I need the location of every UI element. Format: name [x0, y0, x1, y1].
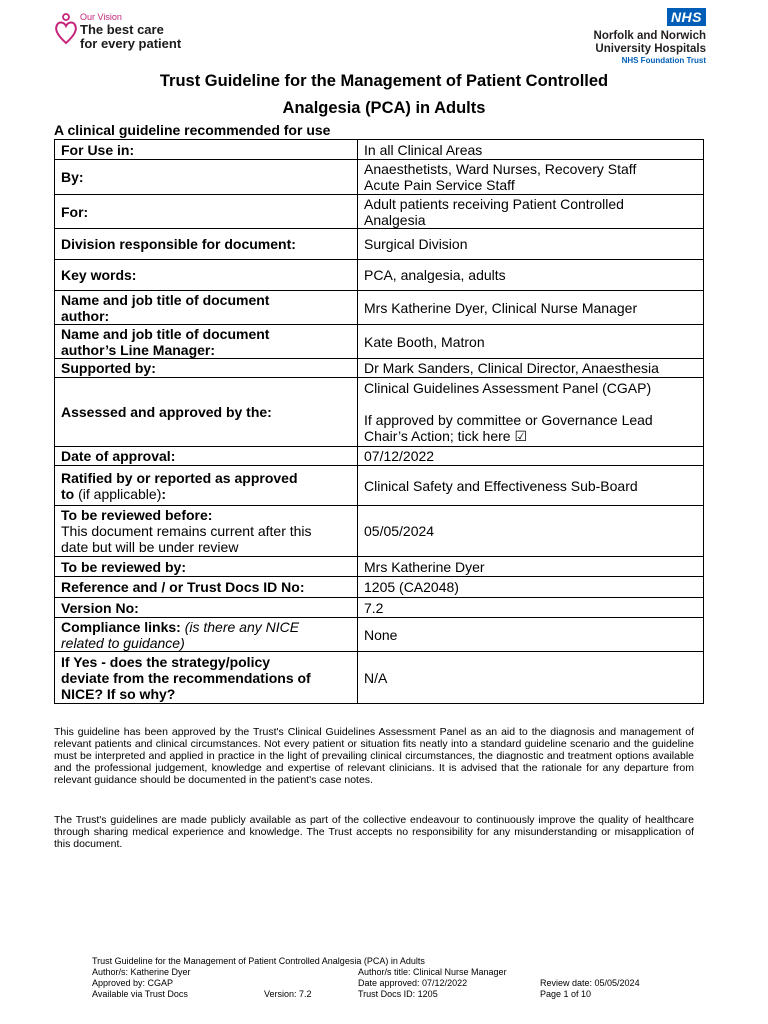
- document-info-table: [54, 139, 704, 704]
- line-manager-value: Kate Booth, Matron: [358, 325, 704, 359]
- reference-label: Reference and / or Trust Docs ID No:: [55, 577, 358, 598]
- for-label: For:: [55, 195, 358, 229]
- footer-row: [92, 967, 692, 978]
- by-value: [358, 160, 704, 195]
- review-before-label-line-3: date but will be under review: [61, 539, 239, 555]
- disclaimer-paragraph: This guideline has been approved by the Trust's Clinical Guidelines Assessment Panel as an aid to the diagnosis and management of relevant patients and clinical circumstances. Not every patient or situation fits neatly into a standard guideline scenario and the guideline must be interpreted and applied in practice in the light of prevailing clinical circumstances, the diagnostic and treatment options available and the professional judgement, knowledge and expertise of relevant clinicians. It is advised that the rationale for any departure from relevant guidance should be documented in the patient's case notes.: [54, 726, 694, 786]
- footer-author-title: Author/s title: Clinical Nurse Manager: [358, 967, 507, 977]
- vision-line-2: for every patient: [80, 36, 182, 51]
- footer-page-number: Page 1 of 10: [540, 989, 592, 999]
- author-label-line-1: Name and job title of document: [61, 291, 270, 308]
- for-value-line-1: Adult patients receiving Patient Controlled: [364, 195, 624, 212]
- vision-line-1: The best care: [80, 22, 164, 37]
- table-row: [55, 652, 704, 704]
- footer-docs-id: Trust Docs ID: 1205: [358, 989, 438, 999]
- footer-version: Version: 7.2: [264, 989, 312, 999]
- assessed-value-line-3: Chair’s Action; tick here ☑: [364, 428, 527, 444]
- assessed-value-line-1: Clinical Guidelines Assessment Panel (CGAP): [364, 380, 652, 396]
- supported-label: Supported by:: [55, 359, 358, 378]
- footer-row: [92, 989, 692, 1000]
- author-value: Mrs Katherine Dyer, Clinical Nurse Manager: [358, 291, 704, 325]
- supported-value: Dr Mark Sanders, Clinical Director, Anaesthesia: [358, 359, 704, 378]
- nhs-badge: NHS: [667, 8, 706, 26]
- ratified-value: Clinical Safety and Effectiveness Sub-Board: [358, 466, 704, 506]
- table-row: [55, 618, 704, 652]
- table-row: [55, 598, 704, 618]
- ratified-label: [55, 466, 358, 506]
- author-label: [55, 291, 358, 325]
- line-manager-label-line-2: author’s Line Manager:: [61, 341, 216, 358]
- trust-subtitle: NHS Foundation Trust: [621, 56, 706, 65]
- table-row: [55, 359, 704, 378]
- footer-available: Available via Trust Docs: [92, 989, 188, 999]
- keywords-value: PCA, analgesia, adults: [358, 260, 704, 291]
- line-manager-label: [55, 325, 358, 359]
- footer-review-date: Review date: 05/05/2024: [540, 978, 640, 988]
- vision-text: [80, 23, 181, 51]
- assessed-value: [358, 378, 704, 447]
- ratified-label-line-2: to (if applicable):: [61, 485, 167, 502]
- compliance-value: None: [358, 618, 704, 652]
- for-value: [358, 195, 704, 229]
- division-label: Division responsible for document:: [55, 229, 358, 260]
- review-before-label-line-2: This document remains current after this: [61, 523, 312, 539]
- review-by-value: Mrs Katherine Dyer: [358, 557, 704, 577]
- table-row: [55, 447, 704, 466]
- review-before-label-line-1: To be reviewed before:: [61, 507, 213, 523]
- assessed-label: Assessed and approved by the:: [55, 378, 358, 447]
- by-label: By:: [55, 160, 358, 195]
- page-footer: [92, 956, 692, 1000]
- nhs-trust-logo: [566, 8, 706, 64]
- deviate-label-line-3: NICE? If so why?: [61, 685, 176, 702]
- heart-icon: [54, 12, 78, 46]
- assessed-value-line-2: If approved by committee or Governance Lead: [364, 412, 653, 428]
- division-value: Surgical Division: [358, 229, 704, 260]
- table-row: [55, 378, 704, 447]
- author-label-line-2: author:: [61, 307, 110, 324]
- table-row: [55, 577, 704, 598]
- table-row: [55, 291, 704, 325]
- table-row: [55, 506, 704, 557]
- review-before-label: [55, 506, 358, 557]
- compliance-label-line-1: Compliance links: (is there any NICE: [61, 618, 300, 635]
- title-line-1: Trust Guideline for the Management of Patient Controlled: [159, 72, 609, 90]
- trust-name-line-2: University Hospitals: [595, 43, 706, 55]
- footer-row: [92, 978, 692, 989]
- reference-value: 1205 (CA2048): [358, 577, 704, 598]
- table-row: [55, 195, 704, 229]
- ratified-label-line-1: Ratified by or reported as approved: [61, 469, 298, 486]
- table-row: [55, 229, 704, 260]
- by-value-line-2: Acute Pain Service Staff: [364, 177, 515, 193]
- footer-author: Author/s: Katherine Dyer: [92, 967, 191, 977]
- table-row: [55, 140, 704, 160]
- version-label: Version No:: [55, 598, 358, 618]
- title-line-2: Analgesia (PCA) in Adults: [282, 99, 486, 117]
- for-use-in-value: In all Clinical Areas: [358, 140, 704, 160]
- keywords-label: Key words:: [55, 260, 358, 291]
- deviate-value: N/A: [358, 652, 704, 704]
- publication-paragraph: The Trust's guidelines are made publicly available as part of the collective endeavour to continuously improve the quality of healthcare through sharing medical experience and knowledge. The Trust accepts no responsibility for any misunderstanding or misapplication of this document.: [54, 814, 694, 850]
- date-approval-label: Date of approval:: [55, 447, 358, 466]
- for-use-in-label: For Use in:: [55, 140, 358, 160]
- footer-row: [92, 956, 692, 967]
- trust-name-line-1: Norfolk and Norwich: [593, 30, 706, 42]
- line-manager-label-line-1: Name and job title of document: [61, 325, 270, 342]
- trust-name: [566, 30, 706, 56]
- table-row: [55, 260, 704, 291]
- table-row: [55, 466, 704, 506]
- document-title: [54, 68, 714, 122]
- version-value: 7.2: [358, 598, 704, 618]
- deviate-label: [55, 652, 358, 704]
- table-row: [55, 557, 704, 577]
- review-by-label: To be reviewed by:: [55, 557, 358, 577]
- compliance-label: [55, 618, 358, 652]
- by-value-line-1: Anaesthetists, Ward Nurses, Recovery Staff: [364, 161, 637, 177]
- recommended-heading: A clinical guideline recommended for use: [54, 122, 331, 138]
- footer-date-approved: Date approved: 07/12/2022: [358, 978, 468, 988]
- vision-label: Our Vision: [80, 12, 122, 22]
- our-vision-logo: [54, 8, 204, 50]
- review-before-value: 05/05/2024: [358, 506, 704, 557]
- for-value-line-2: Analgesia: [364, 211, 426, 228]
- deviate-label-line-2: deviate from the recommendations of: [61, 669, 311, 686]
- footer-title: Trust Guideline for the Management of Patient Controlled Analgesia (PCA) in Adults: [92, 956, 425, 966]
- date-approval-value: 07/12/2022: [358, 447, 704, 466]
- compliance-label-line-2: related to guidance): [61, 634, 185, 651]
- deviate-label-line-1: If Yes - does the strategy/policy: [61, 653, 271, 670]
- footer-approved-by: Approved by: CGAP: [92, 978, 174, 988]
- table-row: [55, 325, 704, 359]
- table-row: [55, 160, 704, 195]
